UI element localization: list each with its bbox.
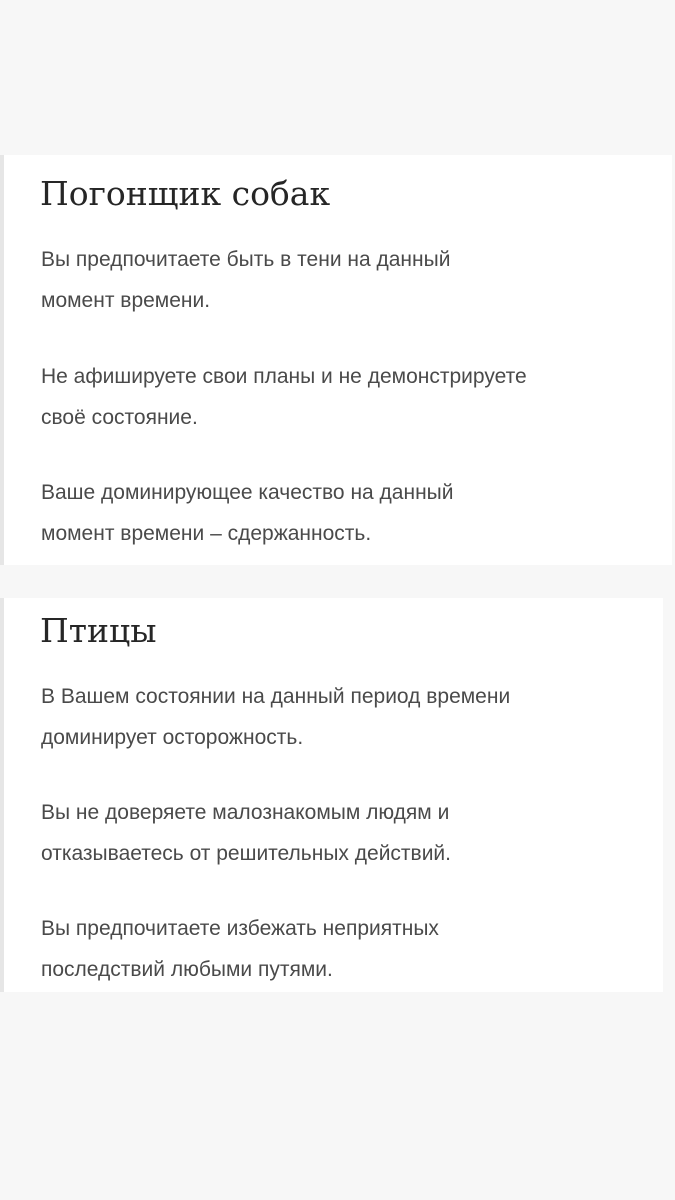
section-title: Погонщик собак	[40, 174, 331, 213]
paragraph: Вы предпочитаете быть в тени на данный момент времени.	[41, 248, 451, 312]
paragraph: Ваше доминирующее качество на данный момент времени – сдержанность.	[41, 481, 454, 545]
dog-driver-section	[0, 155, 672, 565]
birds-section	[0, 598, 663, 992]
section-title: Птицы	[40, 611, 157, 650]
paragraph: Вы предпочитаете избежать неприятных последствий любыми путями.	[41, 917, 439, 981]
paragraph: Вы не доверяете малознакомым людям и отказываетесь от решительных действий.	[41, 801, 451, 865]
paragraph: В Вашем состоянии на данный период времени доминирует осторожность.	[41, 685, 511, 749]
paragraph: Не афишируете свои планы и не демонстрируете своё состояние.	[41, 365, 527, 429]
